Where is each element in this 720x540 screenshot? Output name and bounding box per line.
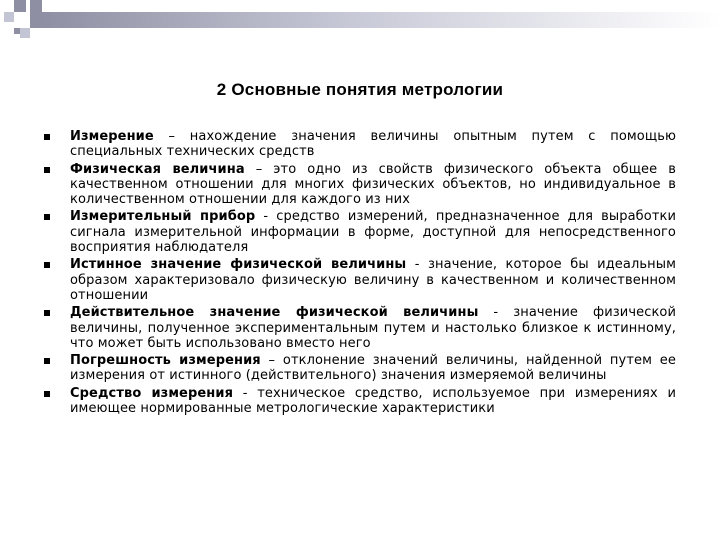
item-term: Действительное значение физической величины [70, 305, 479, 321]
item-term: Измерение [70, 129, 154, 144]
item-text: - средство измерений, предназначенное для выработки сигнала измерительной информации в форме, доступной для непосредственного восприятия наблюдателя [70, 209, 677, 256]
item-term: Погрешность измерения [70, 353, 261, 369]
bullet-icon [44, 167, 50, 173]
list-item [40, 209, 676, 255]
item-text: – это одно из свойств физического объекта общее в качественном отношении для многих физических объектов, но индивидуальное в количественном отношении для каждого из них [70, 161, 676, 208]
bullet-icon [44, 262, 50, 268]
item-term: Истинное значение физической величины [70, 257, 407, 273]
item-text: - значение, которое бы идеальным образом характеризовало физическую величину в качественном и количественном отношении [70, 257, 676, 303]
item-text: – отклонение значений величины, найденной путем ее измерения от истинного (действительного) значения измеряемой величины [70, 353, 676, 384]
item-term: Физическая величина [70, 161, 245, 177]
item-text: - техническое средство, используемое при измерениях и имеющее нормированные метрологические характеристики [70, 385, 676, 417]
bullet-icon [44, 310, 50, 316]
item-text: - значение физической величины, полученное экспериментальным путем и настолько близкое к истинному, что может быть использовано вместо него [70, 305, 676, 351]
item-term: Средство измерения [70, 385, 234, 401]
list-item [40, 386, 676, 417]
bullet-icon [44, 358, 50, 364]
definitions-list [40, 129, 676, 418]
list-item [40, 353, 676, 384]
header-gradient-bar [42, 12, 720, 28]
item-text: – нахождение значения величины опытным путем с помощью специальных технических средств [70, 129, 676, 160]
slide-title: 2 Основные понятия метрологии [216, 80, 504, 99]
list-item [40, 305, 676, 351]
bullet-icon [44, 134, 50, 140]
bullet-icon [44, 391, 50, 397]
list-item [40, 257, 676, 303]
list-item [40, 162, 676, 208]
list-item [40, 129, 676, 160]
item-term: Измерительный прибор [70, 209, 256, 225]
bullet-icon [44, 214, 50, 220]
